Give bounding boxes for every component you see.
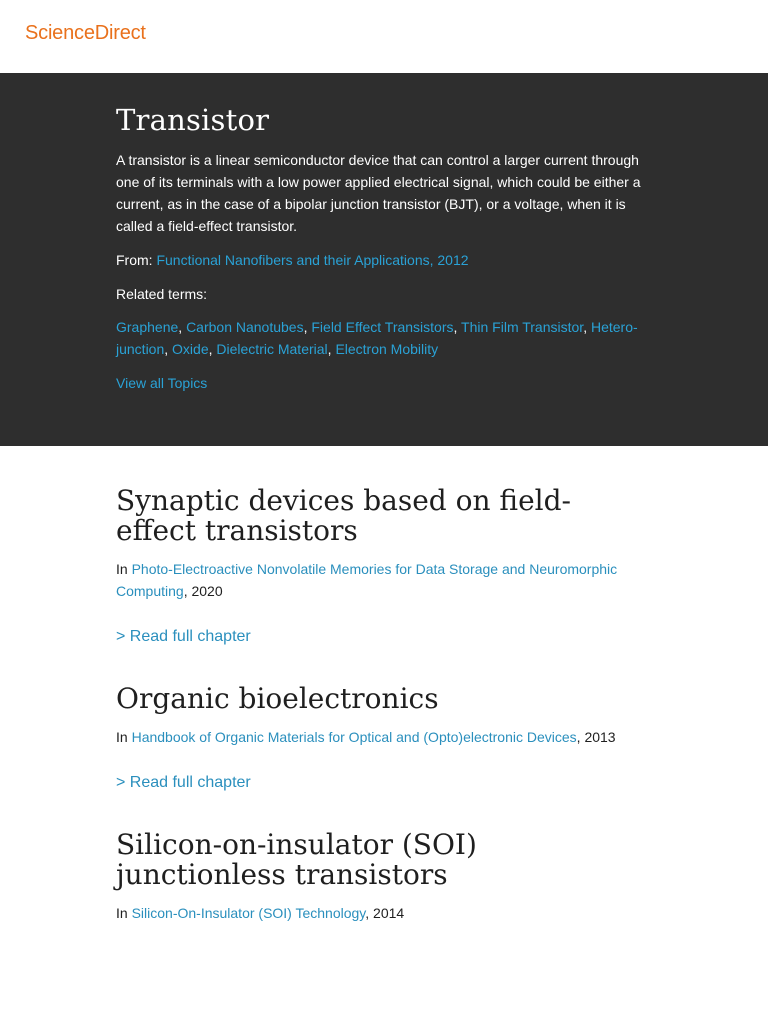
topic-hero-content — [116, 103, 642, 394]
chapter-result — [116, 684, 646, 794]
in-label: In — [116, 729, 128, 745]
publication-year: , 2013 — [576, 729, 616, 745]
read-full-chapter-link[interactable]: > Read full chapter — [116, 774, 251, 791]
book-link[interactable]: Photo-Electroactive Nonvolatile Memories for Data Storage and Neuromorphic Computing — [116, 561, 618, 599]
related-term-link[interactable]: Electron Mobility — [335, 341, 439, 357]
chapter-title[interactable]: Silicon-on-insulator (SOI) junctionless transistors — [116, 828, 477, 891]
book-link[interactable]: Handbook of Organic Materials for Optical and (Opto)electronic Devices — [131, 729, 577, 745]
chapter-source — [116, 902, 646, 924]
chapter-source — [116, 726, 646, 748]
read-full-chapter-link[interactable]: > Read full chapter — [116, 628, 251, 645]
topic-source — [116, 249, 642, 271]
publication-year: , 2020 — [183, 583, 223, 599]
site-header — [0, 0, 768, 73]
related-term-link[interactable]: Thin Film Transistor — [461, 319, 584, 335]
view-all-topics-link[interactable]: View all Topics — [116, 375, 208, 391]
related-terms-label: Related terms: — [116, 286, 208, 302]
topic-title: Transistor — [116, 103, 270, 137]
chapter-title[interactable]: Synaptic devices based on field-effect transistors — [116, 484, 571, 547]
related-terms-list: Graphene, Carbon Nanotubes, Field Effect Transistors, Thin Film Transistor, Hetero-junction, Oxide, Dielectric Material, Electron Mobility — [116, 319, 638, 357]
publication-year: , 2014 — [365, 905, 405, 921]
related-term-link[interactable]: Carbon Nanotubes — [186, 319, 304, 335]
in-label: In — [116, 561, 128, 577]
book-link[interactable]: Silicon-On-Insulator (SOI) Technology — [131, 905, 366, 921]
chapter-result — [116, 830, 646, 924]
chapter-results — [0, 446, 768, 924]
topic-definition: A transistor is a linear semiconductor device that can control a larger current through one of its terminals with a low power applied electrical signal, which could be either a current, as in the case of a bipolar junction transistor (BJT), or a voltage, when it is called a field-effect transistor. — [116, 152, 641, 234]
sciencedirect-logo[interactable]: ScienceDirect — [25, 22, 146, 44]
source-book-link[interactable]: Functional Nanofibers and their Applications, 2012 — [156, 252, 469, 268]
related-term-link[interactable]: Graphene — [116, 319, 179, 335]
related-term-link[interactable]: Dielectric Material — [216, 341, 328, 357]
from-label: From: — [116, 252, 153, 268]
chapter-title[interactable]: Organic bioelectronics — [116, 682, 439, 715]
related-term-link[interactable]: Field Effect Transistors — [311, 319, 454, 335]
topic-hero — [0, 73, 768, 446]
related-term-link[interactable]: Hetero-junction — [116, 319, 638, 357]
chapter-result — [116, 486, 646, 648]
in-label: In — [116, 905, 128, 921]
chapter-source — [116, 558, 646, 602]
related-term-link[interactable]: Oxide — [172, 341, 209, 357]
